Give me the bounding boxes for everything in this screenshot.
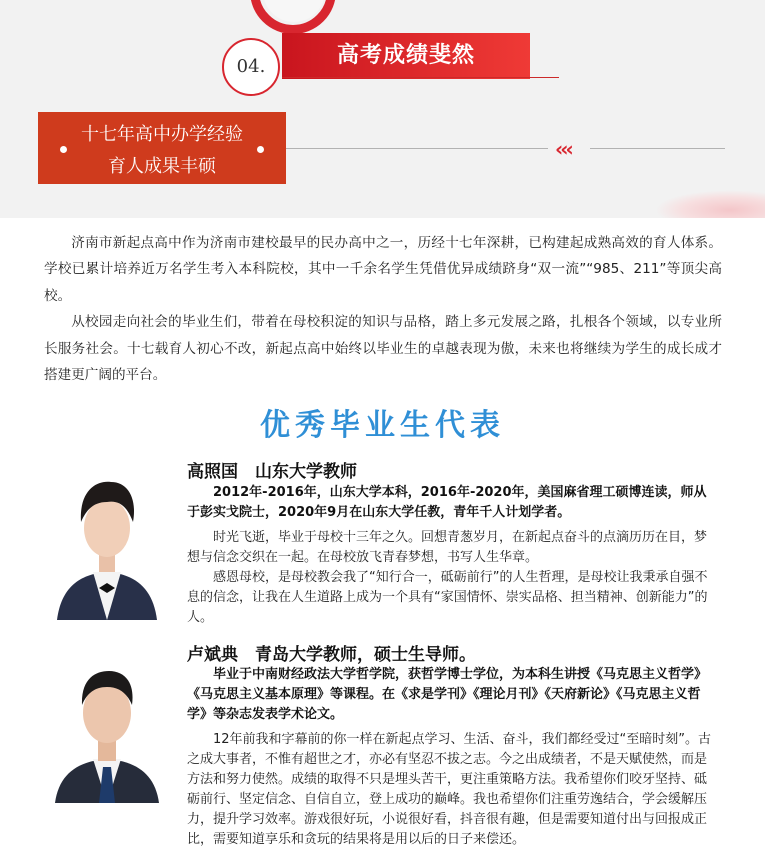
graduates-heading: 优秀毕业生代表 [260,408,505,443]
quote-paragraph: 时光飞逝，毕业于母校十三年之久。回想青葱岁月，在新起点奋斗的点滴历历在目，梦想与信念交织在一起。在母校放飞青春梦想，书写人生华章。 [187,530,708,565]
intro-paragraph: 从校园走向社会的毕业生们，带着在母校积淀的知识与品格，踏上多元发展之路，扎根各个领域，以专业所长服务社会。十七载育人初心不改，新起点高中始终以毕业生的卓越表现为傲，未来也将继续为学生的成长成才搭建更广阔的平台。 [44,314,722,384]
subtitle-line-1: 十七年高中办学经验 [81,124,243,145]
decorative-swoosh [655,190,765,218]
divider-line [286,148,548,149]
quote-paragraph: 12年前我和字幕前的你一样在新起点学习、生活、奋斗，我们都经受过“至暗时刻”。古之成大事者，不惟有超世之才，亦必有坚忍不拔之志。今之出成绩者，不是天赋使然，而是方法和努力使然。成绩的取得不只是埋头苦干，更注重策略方法。我希望你们咬牙坚持、砥砺前行、坚定信念、自信自立，登上成功的巅峰。我也希望你们注重劳逸结合，学会缓解压力，提升学习效率。游戏很好玩，小说很好看，抖音很有趣，但是需要知道付出与回报成正比，需要知道享乐和贪玩的结果将是用以后的日子来偿还。 [187,732,712,847]
quote-paragraph: 感恩母校，是母校教会我了“知行合一，砥砺前行”的人生哲理，是母校让我秉承自强不息的信念，让我在人生道路上成为一个具有“家国情怀、崇实品格、担当精神、创新能力”的人。 [187,570,708,625]
graduate-bio: 2012年-2016年，山东大学本科，2016年-2020年，美国麻省理工硕博连读，师从于彭实戈院士，2020年9月在山东大学任教，青年千人计划学者。 [187,485,707,520]
graduate-name: 卢斌典 青岛大学教师，硕士生导师。 [187,645,476,665]
graduate-bio: 毕业于中南财经政法大学哲学院，获哲学博士学位，为本科生讲授《马克思主义哲学》《马克思主义基本原理》等课程。在《求是学刊》《理论月刊》《天府新论》《马克思主义哲学》等杂志发表学术论文。 [187,667,708,722]
subtitle-line-2: 育人成果丰硕 [108,156,216,177]
intro-paragraph: 济南市新起点高中作为济南市建校最早的民办高中之一，历经十七年深耕，已构建起成熟高效的育人体系。学校已累计培养近万名学生考入本科院校，其中一千余名学生凭借优异成绩跻身“双一流”“985、211”等顶尖高校。 [44,235,722,304]
graduate-name: 高照国 山东大学教师 [187,462,357,482]
graduate-quote [44,730,716,850]
divider-line [590,148,725,149]
intro-text [44,230,722,388]
graduate-quote [187,528,715,628]
title-underline [282,77,559,78]
section-number: 04. [222,38,280,96]
subtitle-box [38,112,286,184]
section-title: 高考成绩斐然 [282,33,530,79]
chevron-left-icon: ‹‹‹ [555,137,571,161]
graduate-photo [43,460,171,620]
